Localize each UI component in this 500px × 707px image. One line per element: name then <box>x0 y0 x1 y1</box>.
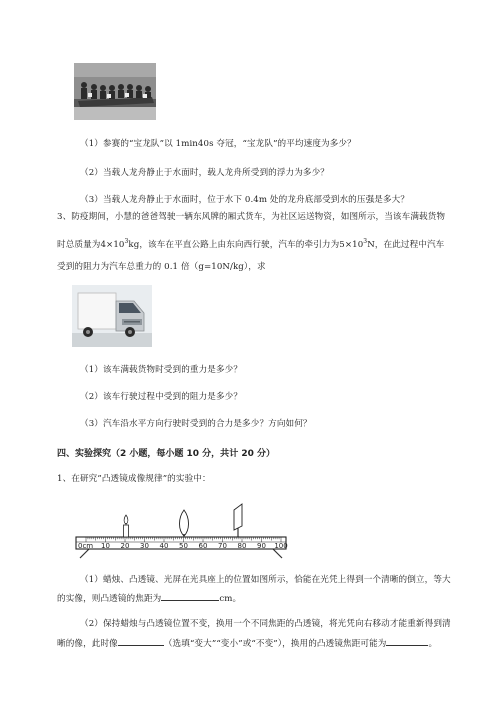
ruler-label-0cm: 0cm <box>78 542 94 550</box>
section4-q2-line1: （2）保持蜡烛与凸透镜位置不变，换用一个不同焦距的凸透镜，将光凭向右移动才能重新得到清 <box>80 619 451 629</box>
problem3-question-3: （3）汽车沿水平方向行驶时受到的合力是多少？方向如何？ <box>80 419 312 429</box>
ruler-label: 60 <box>198 542 208 550</box>
truck-photo <box>72 285 152 347</box>
problem3-question-1: （1）该车满载货物时受到的重力是多少？ <box>80 365 243 375</box>
section4-intro: 1、在研究”凸透镜成像规律”的实验中： <box>57 474 211 484</box>
problem2-question-3: （3）当载人龙舟静止于水面时，位于水下 0.4m 处的龙舟底部受到水的压强是多大？ <box>80 195 410 205</box>
box-truck-image <box>72 285 152 347</box>
section4-q1-line2: 的实像，则凸透镜的焦距为 cm。 <box>57 591 241 604</box>
dragon-boat-image <box>74 63 156 120</box>
ruler-label: 40 <box>159 542 169 550</box>
problem2-question-2: （2）当载人龙舟静止于水面时，载人龙舟所受到的浮力为多少？ <box>80 168 329 178</box>
ruler-label: 100 <box>274 542 288 550</box>
ruler-label: 80 <box>237 542 247 550</box>
ruler-label: 50 <box>179 542 188 550</box>
convex-lens-icon <box>180 510 189 537</box>
section4-q1-line1: （1）蜡烛、凸透镜、光屏在光具座上的位置如图所示，恰能在光凭上得到一个清晰的倒立，等大 <box>80 575 451 585</box>
problem3-question-2: （2）该车行驶过程中受到的阻力是多少？ <box>80 392 243 402</box>
ruler-label: 90 <box>257 542 266 550</box>
ruler-label: 20 <box>120 542 130 550</box>
answer-blank-new-focal-length[interactable] <box>386 636 428 646</box>
light-screen-icon <box>234 504 242 537</box>
ruler-label: 30 <box>140 542 149 550</box>
answer-blank-focal-length[interactable] <box>161 591 219 601</box>
problem3-stem-line3: 受到的阻力为汽车总重力的 0.1 倍（g=10N/kg），求 <box>57 262 266 272</box>
section4-q2-line2: 晰的像，此时像 （选填“变大”“变小”或“不变”），换用的凸透镜焦距可能为 。 <box>57 636 437 649</box>
ruler-label: 70 <box>218 542 227 550</box>
problem2-question-1: （1）参赛的“宝龙队”以 1min40s 夺冠，“宝龙队”的平均速度为多少？ <box>80 139 356 149</box>
candle-icon <box>124 515 129 537</box>
ruler-label: 10 <box>101 542 110 550</box>
problem3-stem-line2: 时总质量为$4\times 10^3kg$，该车在平直公路上由东向西行驶，汽车的牵引力为$5\times 10^3N$，在此过程中汽车 <box>57 238 445 250</box>
dragon-boat-photo <box>74 63 156 120</box>
answer-blank-image-size[interactable] <box>118 636 164 646</box>
section4-heading: 四、实验探究（2 小题，每小题 10 分，共计 20 分） <box>57 449 275 459</box>
optical-bench-diagram <box>72 498 292 560</box>
optical-bench-svg <box>72 498 292 560</box>
problem3-stem-line1: 3、防疫期间，小慧的爸爸驾驶一辆东风牌的厢式货车，为社区运送物资，如图所示，当该车满载货物 <box>57 212 446 222</box>
ruler-labels <box>78 542 288 550</box>
